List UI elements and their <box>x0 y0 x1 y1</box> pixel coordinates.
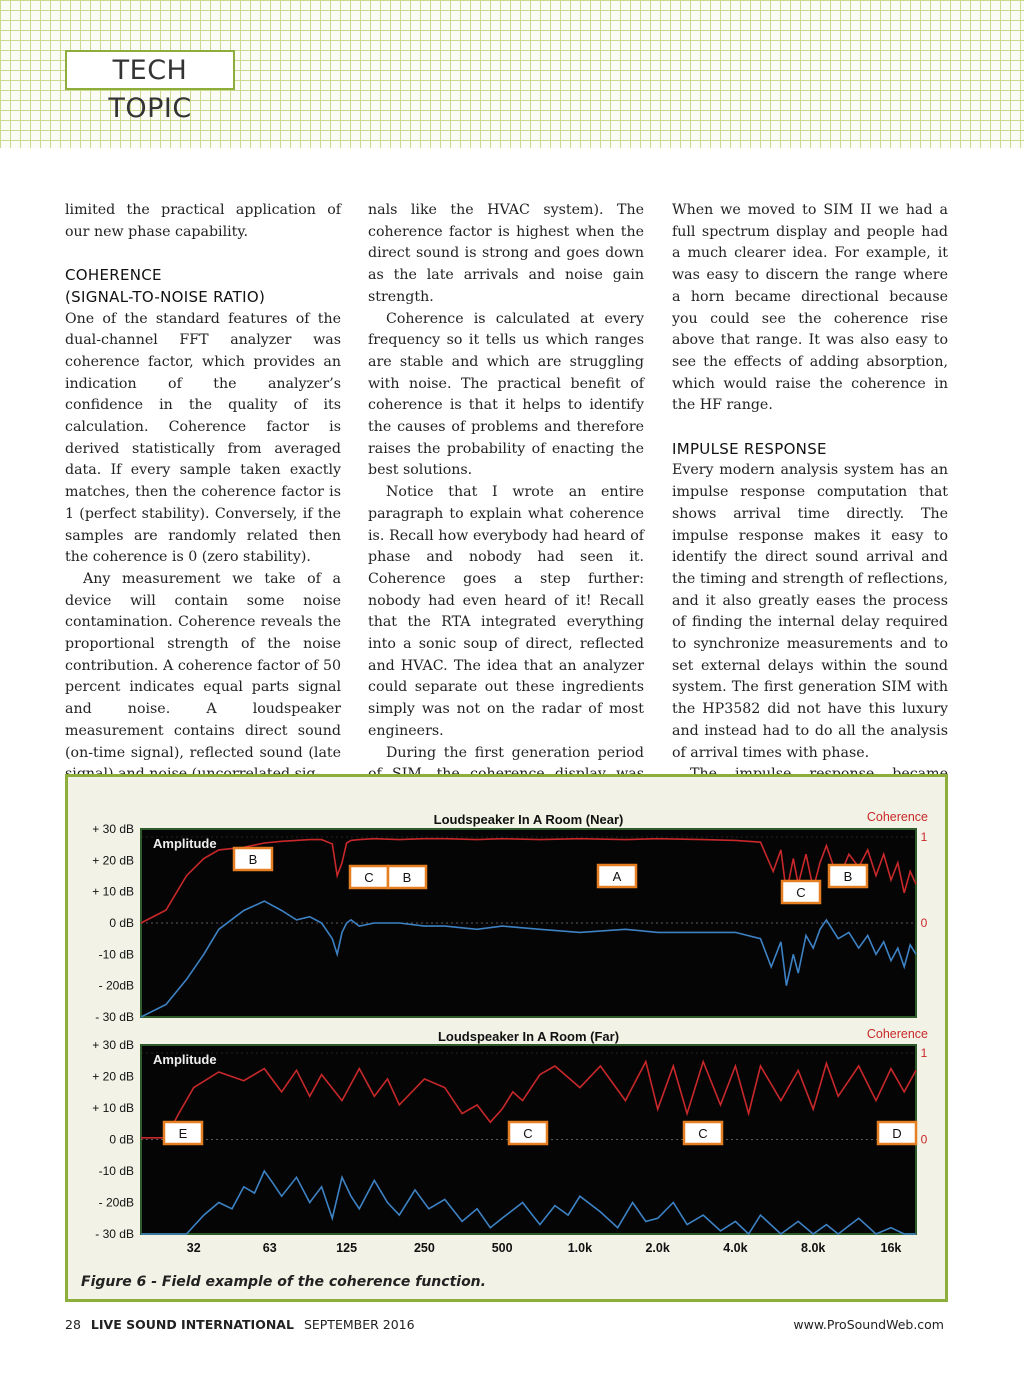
y-tick-label: + 30 dB <box>92 822 134 836</box>
annotation-label: C <box>796 885 806 900</box>
paragraph: Coherence is calculated at every frequency so it tells us which ranges are stable and which are struggling with noise. The practical benefit of coherence is that it helps to identify the causes of problems and therefore raises the probability of enacting the best solutions. <box>368 310 644 479</box>
text-column-1 <box>65 200 341 786</box>
figure-caption: Figure 6 - Field example of the coherence function. <box>81 1274 486 1290</box>
coherence-axis-label: Coherence <box>866 810 928 824</box>
y-tick-label: - 20dB <box>98 1195 134 1210</box>
coherence-tick-label: 0 <box>920 916 928 930</box>
section-heading: COHERENCE <box>65 266 162 285</box>
paragraph: Any measurement we take of a device will contain some noise contamination. Coherence reveals the proportional strength of the noise contribution. A coherence factor of 50 percent indicates equal parts signal and noise. A loudspeaker measurement contains direct sound (on-time signal), reflected sound (late <box>65 570 341 761</box>
section-tag: TECH TOPIC <box>65 50 235 90</box>
chart-title: Loudspeaker In A Room (Near) <box>433 812 624 827</box>
annotation-label: C <box>523 1126 533 1141</box>
coherence-figure <box>68 777 945 1267</box>
section-heading: IMPULSE RESPONSE <box>672 439 827 458</box>
x-tick-label: 16k <box>880 1241 902 1255</box>
x-tick-label: 500 <box>491 1241 513 1255</box>
amplitude-label: Amplitude <box>153 1052 217 1067</box>
y-tick-label: -10 dB <box>98 947 134 962</box>
y-tick-label: + 20 dB <box>92 853 134 868</box>
paragraph: During the first generation period <box>386 744 644 761</box>
annotation-label: B <box>843 869 853 884</box>
y-tick-label: 0 dB <box>109 1132 134 1147</box>
paragraph: Every modern analysis system has an impulse response computation that shows arrival time directly. The impulse response makes it easy to identify the direct sound arrival and the timing and strength of reflections, and it also greatly eases the process of finding the internal delay required to synchronize measurements and to set external delays within the sound system. The first generation SIM with the HP3582 did not have this luxury and instead had to do all the analysis of arrival times with phase. <box>672 462 948 761</box>
footer-left <box>65 1317 415 1332</box>
annotation-label: B <box>402 870 412 885</box>
coherence-tick-label: 1 <box>920 830 928 844</box>
x-tick-label: 4.0k <box>723 1241 748 1255</box>
x-tick-label: 1.0k <box>567 1241 593 1255</box>
y-tick-label: - 30 dB <box>95 1227 134 1241</box>
paragraph: limited the practical application of our new phase capability. <box>65 202 341 240</box>
text-column-2 <box>368 200 644 829</box>
coherence-axis-label: Coherence <box>866 1027 928 1041</box>
x-tick-label: 125 <box>336 1241 358 1255</box>
x-tick-label: 8.0k <box>801 1241 826 1255</box>
paragraph: One of the standard features of the dual-channel FFT analyzer was coherence factor, which provides an indication of the analyzer’s confidence in the quality of its calculation. Coherence factor is derived statistically from averaged data. If every sample taken exactly matches, then the coherence factor is 1 (perfect stability). Conversely, if the samples are randomly related then the coherence is 0 (zero stability). <box>65 310 341 566</box>
paragraph: Notice that I wrote an entire paragraph to explain what coherence is. Recall how everybody had heard of phase and nobody had seen it. Coherence goes a step further: nobody had even heard of it! Recall that the RTA integrated everything into a sonic soup of direct, reflected and HVAC. The idea that an analyzer could separate out these ingredients simply was not on the radar of most engineers. <box>368 484 644 739</box>
y-tick-label: + 30 dB <box>92 1038 134 1052</box>
annotation-label: C <box>364 870 374 885</box>
annotation-label: A <box>612 869 622 884</box>
paragraph: nals like the HVAC system). The coherence factor is highest when the direct sound is strong and goes down as the late arrivals and noise gain strength. <box>368 202 644 305</box>
x-tick-label: 250 <box>413 1241 435 1255</box>
figure-box <box>65 774 948 1302</box>
amplitude-label: Amplitude <box>153 836 217 851</box>
y-tick-label: - 20dB <box>98 978 134 993</box>
issue-date: SEPTEMBER 2016 <box>303 1317 415 1332</box>
page-number: 28 <box>65 1317 81 1332</box>
footer-url: www.ProSoundWeb.com <box>793 1317 944 1332</box>
paragraph: When we moved to SIM II we had a full spectrum display and people had a much clearer idea. For example, it was easy to discern the range where a horn became directional because you could see the coherence rise above that range. It was also easy to see the effects of adding absorption, which would raise the coherence in the HF range. <box>672 202 948 414</box>
y-tick-label: + 10 dB <box>92 1101 134 1115</box>
annotation-label: E <box>178 1126 188 1141</box>
annotation-label: D <box>892 1126 902 1141</box>
y-tick-label: 0 dB <box>109 916 134 930</box>
chart-title: Loudspeaker In A Room (Far) <box>437 1029 620 1044</box>
coherence-tick-label: 1 <box>920 1046 928 1060</box>
annotation-label: B <box>248 852 258 867</box>
x-tick-label: 63 <box>262 1241 277 1255</box>
y-tick-label: -10 dB <box>98 1164 134 1178</box>
y-tick-label: - 30 dB <box>95 1010 134 1024</box>
x-tick-label: 32 <box>186 1241 201 1255</box>
text-column-3 <box>672 200 948 808</box>
annotation-label: C <box>698 1126 708 1141</box>
section-subheading: (SIGNAL-TO-NOISE RATIO) <box>65 287 266 306</box>
y-tick-label: + 10 dB <box>92 884 134 899</box>
coherence-tick-label: 0 <box>920 1132 928 1147</box>
x-tick-label: 2.0k <box>645 1241 670 1255</box>
magazine-name: LIVE SOUND INTERNATIONAL <box>90 1317 294 1332</box>
y-tick-label: + 20 dB <box>92 1069 134 1084</box>
